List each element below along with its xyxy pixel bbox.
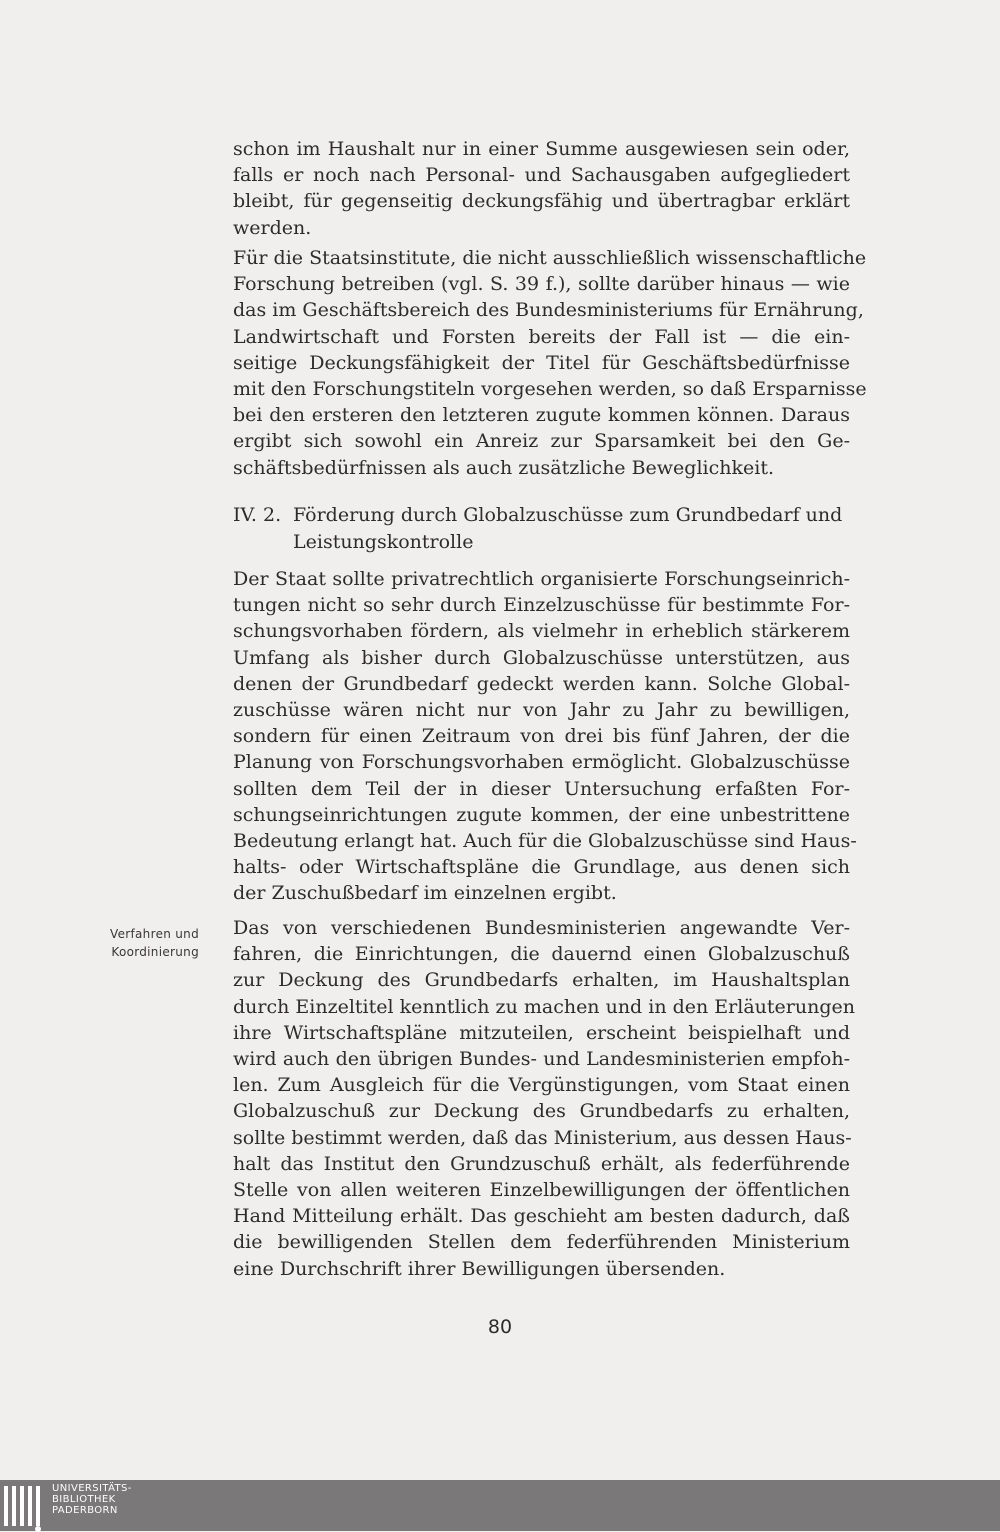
text-line: eine Durchschrift ihrer Bewilligungen übersenden. <box>233 1257 726 1280</box>
text-line: Der Staat sollte privatrechtlich organisierte Forschungseinrich- <box>233 568 850 590</box>
page-number: 80 <box>487 1316 513 1338</box>
text-line: halt das Institut den Grundzuschuß erhält, als federführende <box>233 1152 850 1175</box>
text-line: das im Geschäftsbereich des Bundesministeriums für Ernährung, <box>233 299 864 322</box>
library-name-line: PADERBORN <box>52 1505 118 1516</box>
text-line: werden. <box>233 216 312 239</box>
paragraph-staatsinstitute <box>233 245 867 481</box>
text-line: durch Einzeltitel kenntlich zu machen und in den Erläuterungen <box>233 995 855 1018</box>
text-line: seitige Deckungsfähigkeit der Titel für Geschäftsbedürfnisse <box>233 351 850 374</box>
text-line: die bewilligenden Stellen dem federführenden Ministerium <box>233 1231 850 1254</box>
library-name-line: UNIVERSITÄTS- <box>52 1483 132 1494</box>
text-line: mit den Forschungstiteln vorgesehen werden, so daß Ersparnisse <box>233 378 867 401</box>
library-name-line: BIBLIOTHEK <box>52 1494 116 1505</box>
text-line: ihre Wirtschaftspläne mitzuteilen, erscheint beispielhaft und <box>233 1021 850 1044</box>
text-line: schungsvorhaben fördern, als vielmehr in erheblich stärkerem <box>233 620 850 643</box>
text-line: Bedeutung erlangt hat. Auch für die Globalzuschüsse sind Haus- <box>233 830 857 853</box>
paragraph-continuation <box>233 136 850 241</box>
text-line: zuschüsse wären nicht nur von Jahr zu Jahr zu bewilligen, <box>233 699 850 722</box>
section-title-line: Förderung durch Globalzuschüsse zum Grundbedarf und <box>293 504 843 526</box>
library-footer <box>0 1480 1000 1531</box>
margin-note-line: Verfahren und <box>110 927 199 941</box>
section-title <box>293 502 850 555</box>
library-logo-icon <box>4 1486 44 1531</box>
paragraph-verfahren <box>233 915 855 1282</box>
margin-note-line: Koordinierung <box>111 945 199 959</box>
text-line: bei den ersteren den letzteren zugute kommen können. Daraus <box>233 404 850 427</box>
text-line: Planung von Forschungsvorhaben ermöglicht. Globalzuschüsse <box>233 751 850 774</box>
text-line: Hand Mitteilung erhält. Das geschieht am besten dadurch, daß <box>233 1205 850 1228</box>
text-line: ergibt sich sowohl ein Anreiz zur Sparsamkeit bei den Ge- <box>233 430 850 453</box>
text-line: sollten dem Teil der in dieser Untersuchung erfaßten For- <box>233 777 850 800</box>
text-line: wird auch den übrigen Bundes- und Landesministerien empfoh- <box>233 1048 850 1071</box>
text-line: schäftsbedürfnissen als auch zusätzliche Beweglichkeit. <box>233 456 775 479</box>
text-line: der Zuschußbedarf im einzelnen ergibt. <box>233 882 617 905</box>
margin-note <box>84 925 199 961</box>
text-line: fahren, die Einrichtungen, die dauernd einen Globalzuschuß <box>233 943 850 966</box>
text-line: halts- oder Wirtschaftspläne die Grundlage, aus denen sich <box>233 856 850 879</box>
text-line: Stelle von allen weiteren Einzelbewilligungen der öffentlichen <box>233 1179 850 1202</box>
text-line: tungen nicht so sehr durch Einzelzuschüsse für bestimmte For- <box>233 594 850 617</box>
library-name <box>52 1483 132 1516</box>
text-line: Umfang als bisher durch Globalzuschüsse unterstützen, aus <box>233 646 850 669</box>
text-line: Forschung betreiben (vgl. S. 39 f.), sollte darüber hinaus — wie <box>233 273 850 296</box>
text-line: Landwirtschaft und Forsten bereits der Fall ist — die ein- <box>233 325 850 348</box>
text-line: bleibt, für gegenseitig deckungsfähig und übertragbar erklärt <box>233 190 850 213</box>
text-line: Das von verschiedenen Bundesministerien angewandte Ver- <box>233 917 850 939</box>
paragraph-globalzuschuesse <box>233 566 857 907</box>
text-line: schungseinrichtungen zugute kommen, der eine unbestrittene <box>233 803 850 826</box>
text-line: denen der Grundbedarf gedeckt werden kann. Solche Global- <box>233 672 850 695</box>
text-line: sondern für einen Zeitraum von drei bis fünf Jahren, der die <box>233 725 850 748</box>
text-line: falls er noch nach Personal- und Sachausgaben aufgegliedert <box>233 164 850 187</box>
text-line: schon im Haushalt nur in einer Summe ausgewiesen sein oder, <box>233 138 850 160</box>
text-line: Globalzuschuß zur Deckung des Grundbedarfs zu erhalten, <box>233 1100 850 1123</box>
text-line: sollte bestimmt werden, daß das Ministerium, aus dessen Haus- <box>233 1126 852 1149</box>
section-number: IV. 2. <box>233 504 282 526</box>
text-line: zur Deckung des Grundbedarfs erhalten, im Haushaltsplan <box>233 969 850 992</box>
text-line: len. Zum Ausgleich für die Vergünstigungen, vom Staat einen <box>233 1074 850 1097</box>
section-title-line: Leistungskontrolle <box>293 530 474 553</box>
text-line: Für die Staatsinstitute, die nicht ausschließlich wissenschaftliche <box>233 247 867 269</box>
